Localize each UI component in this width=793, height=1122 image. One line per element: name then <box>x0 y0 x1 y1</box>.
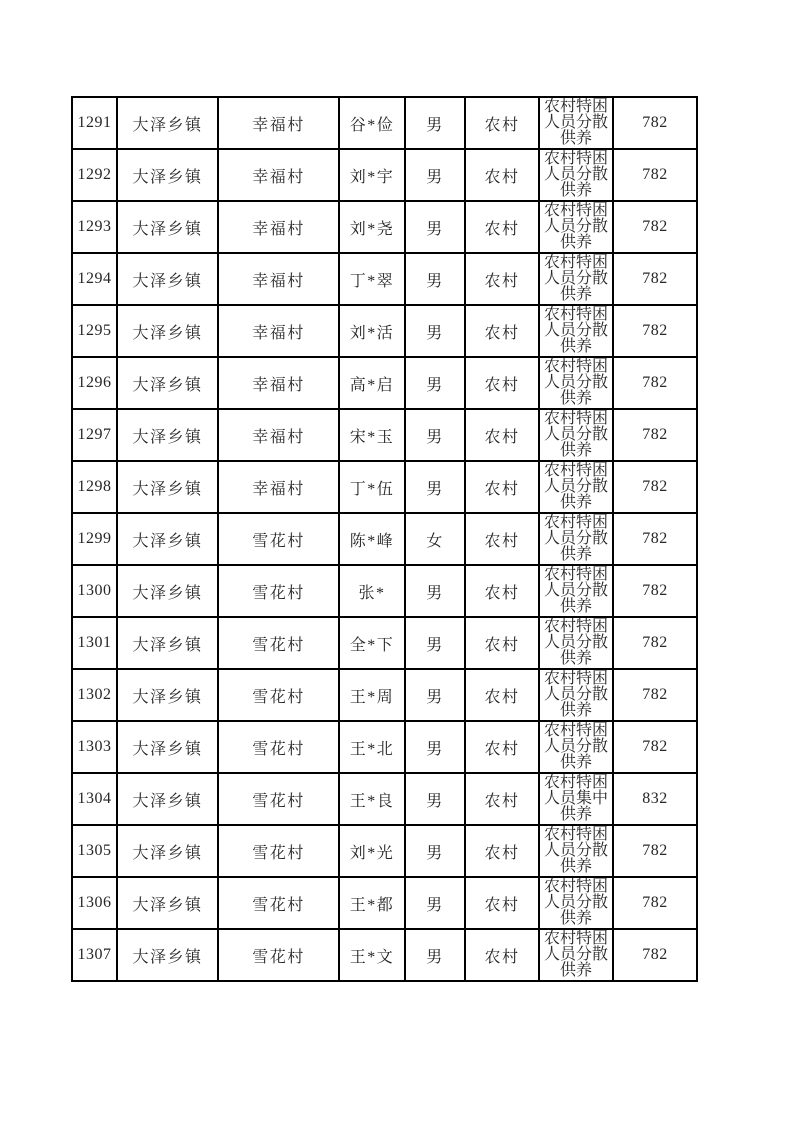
cell-sequence-number: 1298 <box>72 461 117 513</box>
assistance-category-text: 农村特困人员分散供养 <box>544 566 609 615</box>
cell-amount: 782 <box>613 409 697 461</box>
cell-gender: 女 <box>405 513 465 565</box>
cell-township: 大泽乡镇 <box>117 877 218 929</box>
cell-amount: 782 <box>613 825 697 877</box>
cell-assistance-category <box>539 305 613 357</box>
cell-sequence-number: 1295 <box>72 305 117 357</box>
cell-amount: 832 <box>613 773 697 825</box>
cell-gender: 男 <box>405 825 465 877</box>
cell-township: 大泽乡镇 <box>117 565 218 617</box>
cell-masked-name: 丁*翠 <box>339 253 405 305</box>
cell-amount: 782 <box>613 357 697 409</box>
cell-sequence-number: 1304 <box>72 773 117 825</box>
assistance-roster-table <box>71 96 698 982</box>
cell-amount: 782 <box>613 513 697 565</box>
cell-masked-name: 刘*尧 <box>339 201 405 253</box>
cell-township: 大泽乡镇 <box>117 513 218 565</box>
cell-assistance-category <box>539 877 613 929</box>
cell-masked-name: 丁*伍 <box>339 461 405 513</box>
cell-assistance-category <box>539 409 613 461</box>
cell-village: 雪花村 <box>218 929 339 981</box>
assistance-category-text: 农村特困人员分散供养 <box>544 670 609 719</box>
cell-assistance-category <box>539 565 613 617</box>
cell-sequence-number: 1299 <box>72 513 117 565</box>
table-row <box>72 565 697 617</box>
cell-village: 雪花村 <box>218 669 339 721</box>
cell-residence-type: 农村 <box>465 253 539 305</box>
cell-gender: 男 <box>405 929 465 981</box>
table-row <box>72 773 697 825</box>
cell-residence-type: 农村 <box>465 201 539 253</box>
assistance-category-text: 农村特困人员分散供养 <box>544 150 609 199</box>
cell-village: 雪花村 <box>218 773 339 825</box>
cell-township: 大泽乡镇 <box>117 97 218 149</box>
cell-amount: 782 <box>613 97 697 149</box>
cell-sequence-number: 1292 <box>72 149 117 201</box>
table-row <box>72 825 697 877</box>
cell-gender: 男 <box>405 253 465 305</box>
cell-masked-name: 王*良 <box>339 773 405 825</box>
cell-assistance-category <box>539 773 613 825</box>
table-row <box>72 97 697 149</box>
assistance-category-text: 农村特困人员分散供养 <box>544 722 609 771</box>
cell-gender: 男 <box>405 669 465 721</box>
assistance-category-text: 农村特困人员分散供养 <box>544 618 609 667</box>
cell-township: 大泽乡镇 <box>117 773 218 825</box>
cell-assistance-category <box>539 825 613 877</box>
cell-masked-name: 王*周 <box>339 669 405 721</box>
cell-masked-name: 宋*玉 <box>339 409 405 461</box>
cell-gender: 男 <box>405 721 465 773</box>
assistance-category-text: 农村特困人员分散供养 <box>544 306 609 355</box>
table-row <box>72 149 697 201</box>
table-row <box>72 357 697 409</box>
cell-village: 幸福村 <box>218 149 339 201</box>
table-row <box>72 929 697 981</box>
assistance-category-text: 农村特困人员分散供养 <box>544 410 609 459</box>
cell-village: 幸福村 <box>218 357 339 409</box>
cell-village: 雪花村 <box>218 825 339 877</box>
table-row <box>72 409 697 461</box>
cell-sequence-number: 1301 <box>72 617 117 669</box>
cell-township: 大泽乡镇 <box>117 669 218 721</box>
table-row <box>72 461 697 513</box>
cell-residence-type: 农村 <box>465 305 539 357</box>
cell-village: 幸福村 <box>218 97 339 149</box>
cell-amount: 782 <box>613 149 697 201</box>
cell-village: 幸福村 <box>218 253 339 305</box>
cell-residence-type: 农村 <box>465 721 539 773</box>
cell-gender: 男 <box>405 409 465 461</box>
cell-masked-name: 全*下 <box>339 617 405 669</box>
cell-assistance-category <box>539 929 613 981</box>
assistance-category-text: 农村特困人员集中供养 <box>544 774 609 823</box>
cell-sequence-number: 1293 <box>72 201 117 253</box>
cell-village: 雪花村 <box>218 513 339 565</box>
cell-township: 大泽乡镇 <box>117 721 218 773</box>
cell-assistance-category <box>539 357 613 409</box>
cell-gender: 男 <box>405 357 465 409</box>
cell-residence-type: 农村 <box>465 97 539 149</box>
cell-sequence-number: 1300 <box>72 565 117 617</box>
cell-masked-name: 王*北 <box>339 721 405 773</box>
cell-assistance-category <box>539 97 613 149</box>
assistance-category-text: 农村特困人员分散供养 <box>544 254 609 303</box>
cell-masked-name: 高*启 <box>339 357 405 409</box>
cell-township: 大泽乡镇 <box>117 149 218 201</box>
cell-assistance-category <box>539 461 613 513</box>
cell-residence-type: 农村 <box>465 565 539 617</box>
cell-gender: 男 <box>405 773 465 825</box>
cell-assistance-category <box>539 149 613 201</box>
cell-masked-name: 刘*光 <box>339 825 405 877</box>
assistance-category-text: 农村特困人员分散供养 <box>544 358 609 407</box>
cell-township: 大泽乡镇 <box>117 617 218 669</box>
cell-sequence-number: 1296 <box>72 357 117 409</box>
table-row <box>72 877 697 929</box>
cell-residence-type: 农村 <box>465 513 539 565</box>
cell-assistance-category <box>539 253 613 305</box>
cell-gender: 男 <box>405 149 465 201</box>
cell-residence-type: 农村 <box>465 825 539 877</box>
table-row <box>72 669 697 721</box>
cell-gender: 男 <box>405 877 465 929</box>
cell-township: 大泽乡镇 <box>117 825 218 877</box>
cell-village: 幸福村 <box>218 461 339 513</box>
cell-village: 雪花村 <box>218 565 339 617</box>
cell-township: 大泽乡镇 <box>117 357 218 409</box>
assistance-category-text: 农村特困人员分散供养 <box>544 202 609 251</box>
assistance-category-text: 农村特困人员分散供养 <box>544 98 609 147</box>
cell-masked-name: 张* <box>339 565 405 617</box>
cell-sequence-number: 1291 <box>72 97 117 149</box>
cell-residence-type: 农村 <box>465 773 539 825</box>
cell-masked-name: 刘*活 <box>339 305 405 357</box>
cell-gender: 男 <box>405 565 465 617</box>
cell-village: 雪花村 <box>218 877 339 929</box>
cell-masked-name: 王*都 <box>339 877 405 929</box>
assistance-category-text: 农村特困人员分散供养 <box>544 462 609 511</box>
cell-sequence-number: 1307 <box>72 929 117 981</box>
table-row <box>72 305 697 357</box>
cell-gender: 男 <box>405 617 465 669</box>
cell-village: 幸福村 <box>218 409 339 461</box>
cell-assistance-category <box>539 617 613 669</box>
cell-amount: 782 <box>613 721 697 773</box>
cell-assistance-category <box>539 669 613 721</box>
cell-assistance-category <box>539 721 613 773</box>
cell-residence-type: 农村 <box>465 461 539 513</box>
cell-township: 大泽乡镇 <box>117 305 218 357</box>
cell-residence-type: 农村 <box>465 669 539 721</box>
cell-gender: 男 <box>405 97 465 149</box>
cell-amount: 782 <box>613 305 697 357</box>
cell-township: 大泽乡镇 <box>117 409 218 461</box>
cell-village: 幸福村 <box>218 201 339 253</box>
cell-amount: 782 <box>613 461 697 513</box>
cell-village: 雪花村 <box>218 721 339 773</box>
cell-assistance-category <box>539 201 613 253</box>
cell-amount: 782 <box>613 565 697 617</box>
cell-sequence-number: 1294 <box>72 253 117 305</box>
cell-gender: 男 <box>405 305 465 357</box>
cell-gender: 男 <box>405 461 465 513</box>
cell-sequence-number: 1305 <box>72 825 117 877</box>
table-body <box>72 97 697 981</box>
cell-residence-type: 农村 <box>465 877 539 929</box>
cell-masked-name: 王*文 <box>339 929 405 981</box>
cell-masked-name: 刘*宇 <box>339 149 405 201</box>
cell-sequence-number: 1303 <box>72 721 117 773</box>
cell-township: 大泽乡镇 <box>117 253 218 305</box>
assistance-category-text: 农村特困人员分散供养 <box>544 930 609 979</box>
assistance-category-text: 农村特困人员分散供养 <box>544 826 609 875</box>
cell-sequence-number: 1297 <box>72 409 117 461</box>
cell-residence-type: 农村 <box>465 409 539 461</box>
cell-residence-type: 农村 <box>465 617 539 669</box>
cell-sequence-number: 1302 <box>72 669 117 721</box>
table-row <box>72 253 697 305</box>
cell-township: 大泽乡镇 <box>117 461 218 513</box>
table-row <box>72 201 697 253</box>
cell-amount: 782 <box>613 253 697 305</box>
cell-residence-type: 农村 <box>465 149 539 201</box>
cell-residence-type: 农村 <box>465 357 539 409</box>
cell-assistance-category <box>539 513 613 565</box>
cell-amount: 782 <box>613 877 697 929</box>
assistance-category-text: 农村特困人员分散供养 <box>544 514 609 563</box>
cell-masked-name: 陈*峰 <box>339 513 405 565</box>
cell-gender: 男 <box>405 201 465 253</box>
cell-township: 大泽乡镇 <box>117 201 218 253</box>
cell-sequence-number: 1306 <box>72 877 117 929</box>
cell-amount: 782 <box>613 929 697 981</box>
cell-amount: 782 <box>613 669 697 721</box>
table-row <box>72 617 697 669</box>
table-row <box>72 721 697 773</box>
cell-residence-type: 农村 <box>465 929 539 981</box>
cell-masked-name: 谷*俭 <box>339 97 405 149</box>
cell-village: 幸福村 <box>218 305 339 357</box>
cell-amount: 782 <box>613 201 697 253</box>
assistance-category-text: 农村特困人员分散供养 <box>544 878 609 927</box>
cell-township: 大泽乡镇 <box>117 929 218 981</box>
cell-amount: 782 <box>613 617 697 669</box>
cell-village: 雪花村 <box>218 617 339 669</box>
table-row <box>72 513 697 565</box>
